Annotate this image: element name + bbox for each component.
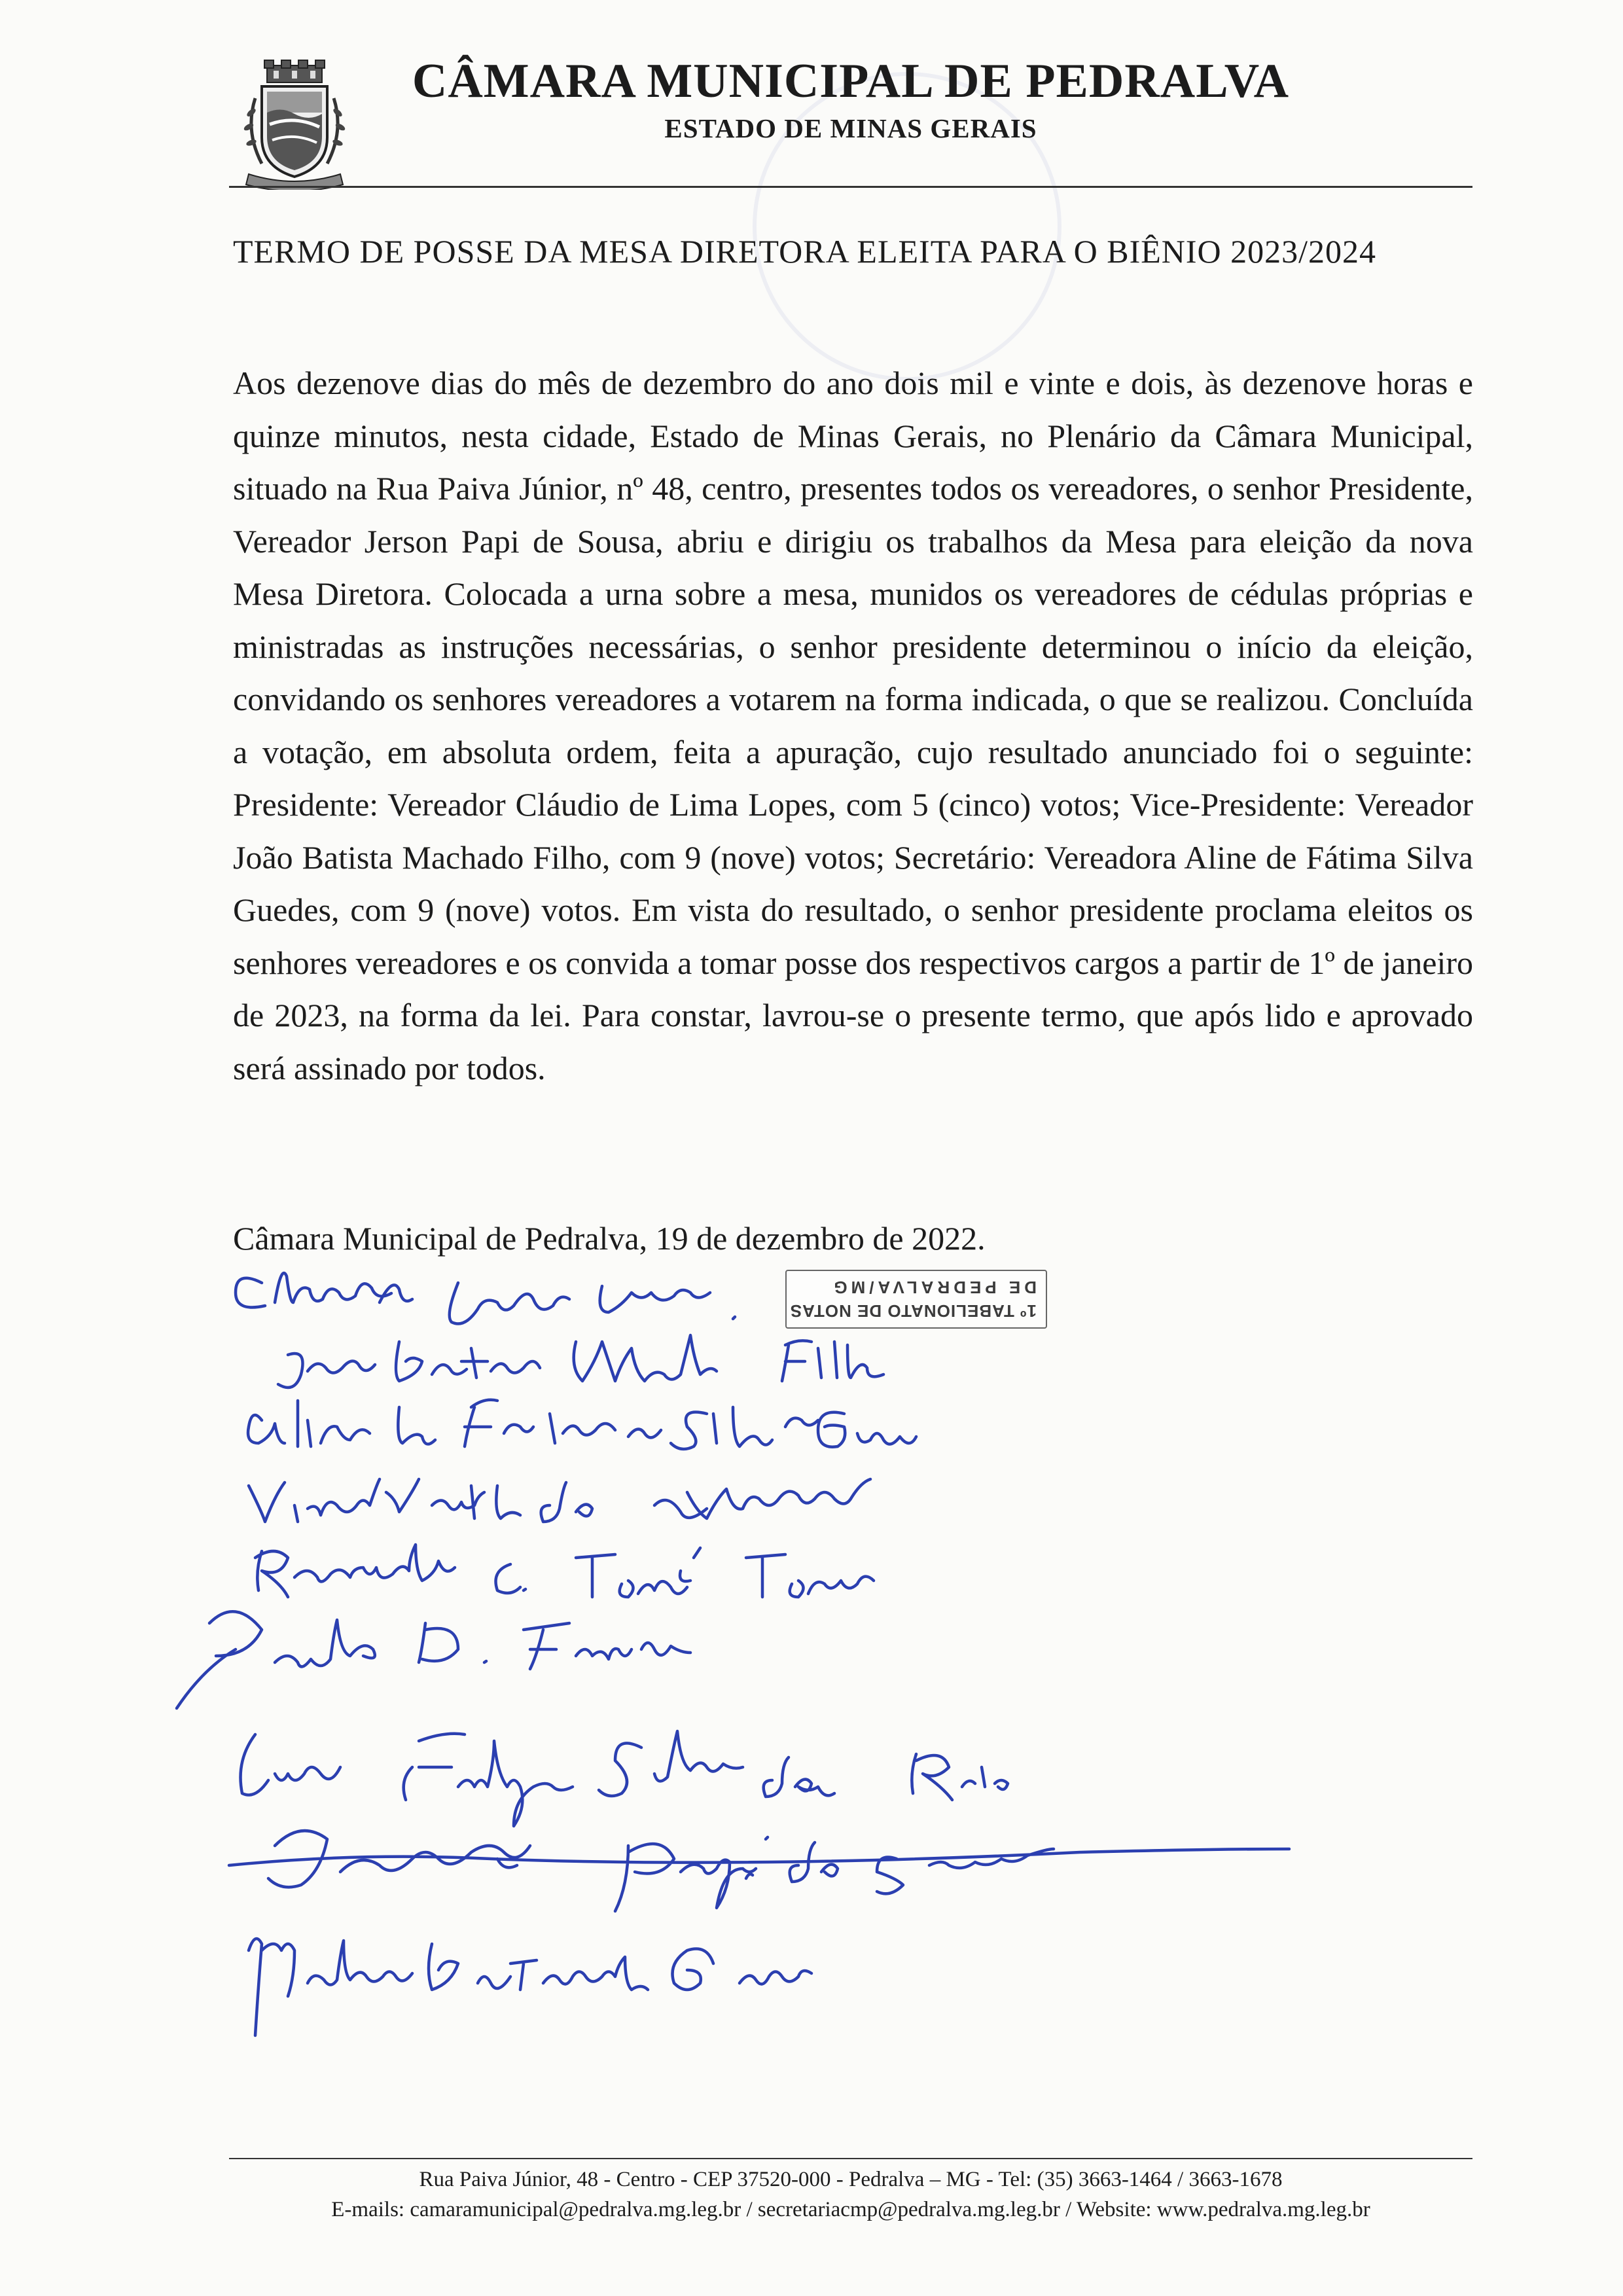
signature-9	[249, 1939, 812, 2036]
signature-1	[236, 1273, 735, 1324]
signature-7	[241, 1731, 1008, 1826]
signature-8	[229, 1831, 1289, 1911]
signature-4	[249, 1479, 870, 1522]
document-title: TERMO DE POSSE DA MESA DIRETORA ELEITA PARA O BIÊNIO 2023/2024	[233, 233, 1377, 270]
document-date-line: Câmara Municipal de Pedralva, 19 de dezembro de 2022.	[233, 1220, 986, 1257]
notary-stamp-line2: DE PEDRALVA/MG	[830, 1278, 1037, 1297]
footer-address: Rua Paiva Júnior, 48 - Centro - CEP 37520-000 - Pedralva – MG - Tel: (35) 3663-1464 / 3663-1678	[419, 2168, 1283, 2191]
organization-subtitle: ESTADO DE MINAS GERAIS	[664, 113, 1037, 143]
footer-divider	[229, 2158, 1472, 2159]
signature-6	[177, 1611, 690, 1708]
footer-contacts: E-mails: camaramunicipal@pedralva.mg.leg.br / secretariacmp@pedralva.mg.leg.br / Website: www.pedralva.mg.leg.br	[331, 2198, 1370, 2221]
document-body: Aos dezenove dias do mês de dezembro do ano dois mil e vinte e dois, às dezenove horas e quinze minutos, nesta cidade, Estado de Minas Gerais, no Plenário da Câmara Municipal, situado na Rua Paiva Júnior, nº 48, centro, presentes todos os vereadores, o senhor Presidente, Vereador Jerson Papi de Sousa, abriu e dirigiu os trabalhos da Mesa para eleição da nova Mesa Diretora. Colocada a urna sobre a mesa, munidos os vereadores de cédulas próprias e ministradas as instruções necessárias, o senhor presidente determinou o início da eleição, convidando os senhores vereadores a votarem na forma indicada, o que se realizou. Concluída a votação, em absoluta ordem, feita a apuração, cujo resultado anunciado foi o seguinte: Presidente: Vereador Cláudio de Lima Lopes, com 5 (cinco) votos; Vice-Presidente: Vereador João Batista Machado Filho, com 9 (nove) votos; Secretário: Vereadora Aline de Fátima Silva Guedes, com 9 (nove) votos. Em vista do resultado, o senhor presidente proclama eleitos os senhores vereadores e os convida a tomar posse dos respectivos cargos a partir de 1º de janeiro de 2023, na forma da lei. Para constar, lavrou-se o presente termo, que após lido e aprovado será assinado por todos.	[233, 365, 1473, 1086]
notary-stamp-line1: 1º TABELIONATO DE NOTAS	[789, 1301, 1037, 1321]
signature-3	[248, 1400, 916, 1449]
organization-title: CÂMARA MUNICIPAL DE PEDRALVA	[412, 54, 1290, 108]
signature-5	[255, 1545, 874, 1597]
signature-2	[278, 1335, 883, 1388]
